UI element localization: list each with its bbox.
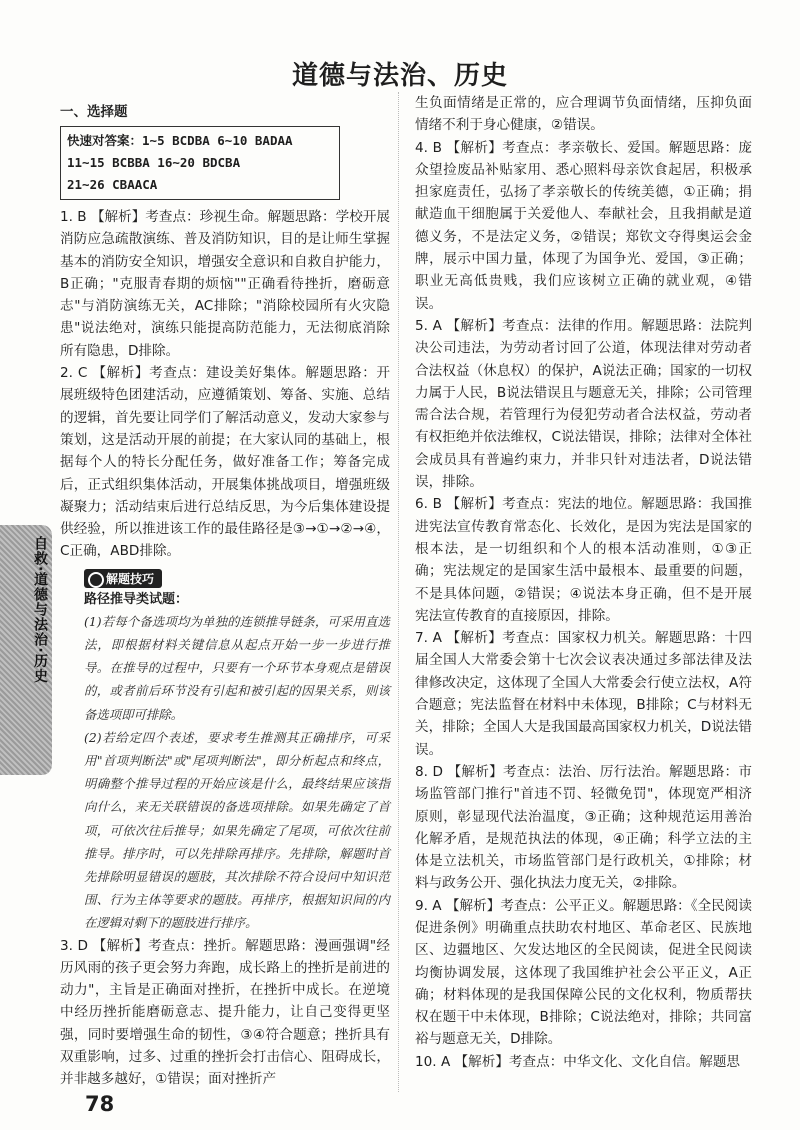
question-10-explanation: 10. A 【解析】考查点：中华文化、文化自信。解题思 [415,1053,741,1070]
question-5-explanation: 5. A 【解析】考查点：法律的作用。解题思路：法院判决公司违法，为劳动者讨回了公道，体现法律对劳动者合法权益（休息权）的保护，A说法正确；国家的一切权力属于人民，B说法错误且与题意无关，排除；公司管理需合法合规，若管理行为侵犯劳动者合法权益，劳动者有权拒绝并依法维权，C说法错误，排除；法律对全体社会成员具有普遍约束力，并非只针对违法者，D说法错误，排除。 [415,317,752,491]
tips-subtitle: 路径推导类试题： [84,591,189,607]
question-7-explanation: 7. A 【解析】考查点：国家权力机关。解题思路：十四届全国人大常委会第十七次会议表决通过多部法律及法律修改决定，这体现了全国人大常委会行使立法权，A符合题意；宪法监督在材料中未体现，B排除；C与材料无关，排除；全国人大是我国最高国家权力机关，D说法错误。 [415,630,752,758]
column-divider [398,92,399,1092]
tips-paragraph-1: (1)若每个备选项均为单独的连锁推导链条，可采用直选法，即根据材料关键信息从起点开始一步一步进行推导。在推导的过程中，只要有一个环节本身观点是错误的，或者前后环节没有引起和被引起的因果关系，则该备选项即可排除。 [84,613,390,722]
answer-key-box [60,126,340,200]
question-4-explanation: 4. B 【解析】考查点：孝亲敬长、爱国。解题思路：庞众望捡废品补贴家用、悉心照料母亲饮食起居，积极承担家庭责任，弘扬了孝亲敬长的传统美德，①正确；捐献造血干细胞属于关爱他人、奉献社会，且我捐献是道德义务，不是法定义务，②错误；郑钦文夺得奥运会金牌，展示中国力量，体现了为国争光、爱国，③正确；职业无高低贵贱，我们应该树立正确的就业观，④错误。 [415,139,752,312]
left-column [52,92,390,1091]
answer-line-2: 11~15 BCBBA 16~20 BDCBA [67,155,241,170]
question-6-explanation: 6. B 【解析】考查点：宪法的地位。解题思路：我国推进宪法宣传教育常态化、长效化，是因为宪法是国家的根本法，是一切组织和个人的根本活动准则，①③正确；宪法规定的是国家生活中最根本、最重要的问题，不是具体问题，②错误；④说法本身正确，但不是开展宪法宣传教育的直接原因，排除。 [415,496,752,624]
section-heading: 一、选择题 [60,104,128,120]
question-3-explanation: 3. D 【解析】考查点：挫折。解题思路：漫画强调"经历风雨的孩子更会努力奔跑，成长路上的挫折是前进的动力"，主旨是正确面对挫折，在挫折中成长。在逆境中经历挫折能磨砺意志、提升能力，让自己变得更坚强，同时要增强生命的韧性，③④符合题意；挫折具有双重影响，过多、过重的挫折会打击信心、阻碍成长，并非越多越好，①错误；面对挫折产 [60,937,390,1088]
page-number: 78 [85,1092,115,1116]
page-title: 道德与法治、历史 [291,61,508,91]
question-8-explanation: 8. D 【解析】考查点：法治、厉行法治。解题思路：市场监管部门推行"首违不罚、轻微免罚"，体现宽严相济原则，彰显现代法治温度，③正确；这种规范运用善治化解矛盾，是规范执法的体现，④正确；科学立法的主体是立法机关，市场监管部门是行政机关，①排除；材料与政务公开、强化执法力度无关，②排除。 [415,763,752,892]
answer-key-label: 快速对答案： [67,133,143,148]
answer-line-1: 1~5 BCDBA 6~10 BADAA [142,133,293,148]
question-2-explanation: 2. C 【解析】考查点：建设美好集体。解题思路：开展班级特色团建活动，应遵循策划、筹备、实施、总结的逻辑，首先要让同学们了解活动意义，发动大家参与策划，这是活动开展的前提；在大家认同的基础上，根据每个人的特长分配任务，做好准备工作；筹备完成后，正式组织集体活动，开展集体挑战项目，增强班级凝聚力；活动结束后进行总结反思，为今后集体建设提供经验，所以推进该工作的最佳路径是③→①→②→④，C正确，ABD排除。 [60,365,390,560]
question-9-explanation: 9. A 【解析】考查点：公平正义。解题思路：《全民阅读促进条例》明确重点扶助农村地区、革命老区、民族地区、边疆地区、欠发达地区的全民阅读，促进全民阅读均衡协调发展，这体现了我国维护社会公平正义，A正确；材料体现的是我国保障公民的文化权利，物质帮扶权在题干中未体现，B排除；C说法绝对，排除；共同富裕与题意无关，D排除。 [415,897,752,1048]
side-tab-label: 自救·道德与法治·历史 [32,536,48,684]
answer-line-3: 21~26 CBAACA [67,177,158,192]
tips-badge: 解题技巧 [84,569,162,588]
question-3-continued: 生负面情绪是正常的，应合理调节负面情绪，压抑负面情绪不利于身心健康，②错误。 [415,95,752,134]
question-1-explanation: 1. B 【解析】考查点：珍视生命。解题思路：学校开展消防应急疏散演练、普及消防知识，目的是让师生掌握基本的消防安全知识，增强安全意识和自救自护能力，B正确；"克服青春期的烦恼""正确看待挫折，磨砺意志"与消防演练无关，AC排除；"消除校园所有火灾隐患"说法绝对，演练只能提高防范能力，无法彻底消除所有隐患，D排除。 [60,209,390,359]
right-column [407,92,752,1073]
tips-paragraph-2: (2)若给定四个表述，要求考生推测其正确排序，可采用"首项判断法"或"尾项判断法"，即分析起点和终点，明确整个推导过程的开始应该是什么，最终结果应该指向什么，来无关联错误的备选项排除。如果先确定了首项，可依次往后推导；如果先确定了尾项，可依次往前推导。排序时，可以先排除再排序。先排除，解题时首先排除明显错误的题肢，其次排除不符合设问中知识范围、行为主体等要求的题肢。再排序，根据知识间的内在逻辑对剩下的题肢进行排序。 [84,729,390,931]
